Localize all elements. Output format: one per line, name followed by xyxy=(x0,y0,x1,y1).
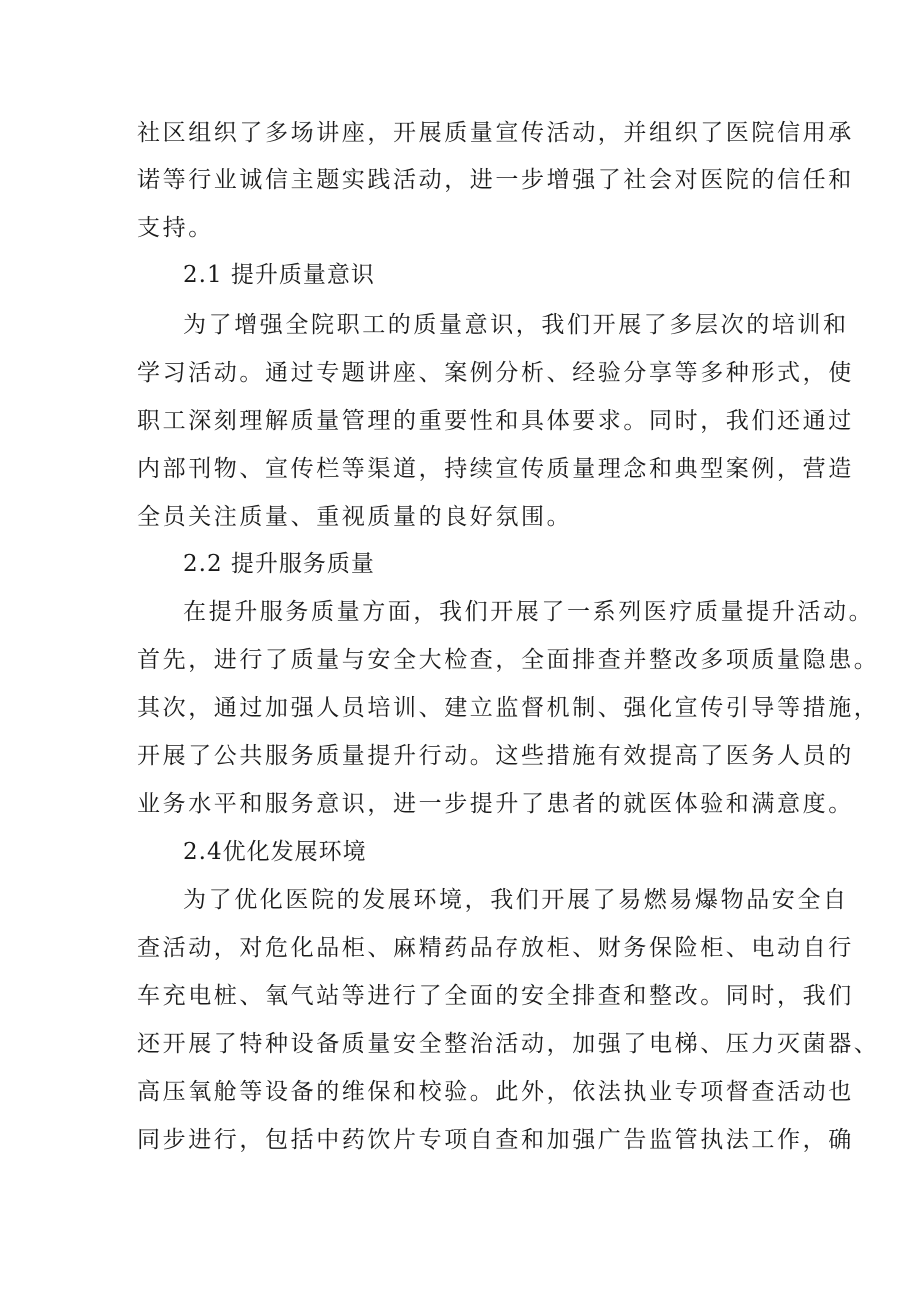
body-text-line: 在提升服务质量方面，我们开展了一系列医疗质量提升活动。 xyxy=(183,599,875,625)
body-text-line: 内部刊物、宣传栏等渠道，持续宣传质量理念和典型案例，营造 xyxy=(137,456,854,482)
body-text-line: 开展了公共服务质量提升行动。这些措施有效提高了医务人员的 xyxy=(137,743,854,769)
body-text-line: 为了优化医院的发展环境，我们开展了易燃易爆物品安全自 xyxy=(183,887,849,913)
section-heading-2-2: 2.2 提升服务质量 xyxy=(183,551,375,577)
body-text-line: 首先，进行了质量与安全大检查，全面排查并整改多项质量隐患。 xyxy=(137,647,880,673)
body-text-line: 社区组织了多场讲座，开展质量宣传活动，并组织了医院信用承 xyxy=(137,120,854,146)
body-text-line: 同步进行，包括中药饮片专项自查和加强广告监管执法工作，确 xyxy=(137,1127,854,1153)
body-text-line: 诺等行业诚信主题实践活动，进一步增强了社会对医院的信任和 xyxy=(137,167,854,193)
body-text-line: 学习活动。通过专题讲座、案例分析、经验分享等多种形式，使 xyxy=(137,360,854,386)
body-text-line: 全员关注质量、重视质量的良好氛围。 xyxy=(137,504,573,530)
section-heading-2-4: 2.4优化发展环境 xyxy=(183,839,367,865)
body-text-line: 高压氧舱等设备的维保和校验。此外，依法执业专项督查活动也 xyxy=(137,1079,854,1105)
body-text-line: 为了增强全院职工的质量意识，我们开展了多层次的培训和 xyxy=(183,312,849,338)
body-text-line: 支持。 xyxy=(137,215,214,241)
section-heading-2-1: 2.1 提升质量意识 xyxy=(183,262,375,288)
body-text-line: 其次，通过加强人员培训、建立监督机制、强化宣传引导等措施， xyxy=(137,695,880,721)
body-text-line: 业务水平和服务意识，进一步提升了患者的就医体验和满意度。 xyxy=(137,791,854,817)
body-text-line: 车充电桩、氧气站等进行了全面的安全排查和整改。同时，我们 xyxy=(137,983,854,1009)
body-text-line: 还开展了特种设备质量安全整治活动，加强了电梯、压力灭菌器、 xyxy=(137,1031,880,1057)
body-text-line: 查活动，对危化品柜、麻精药品存放柜、财务保险柜、电动自行 xyxy=(137,935,854,961)
body-text-line: 职工深刻理解质量管理的重要性和具体要求。同时，我们还通过 xyxy=(137,408,854,434)
